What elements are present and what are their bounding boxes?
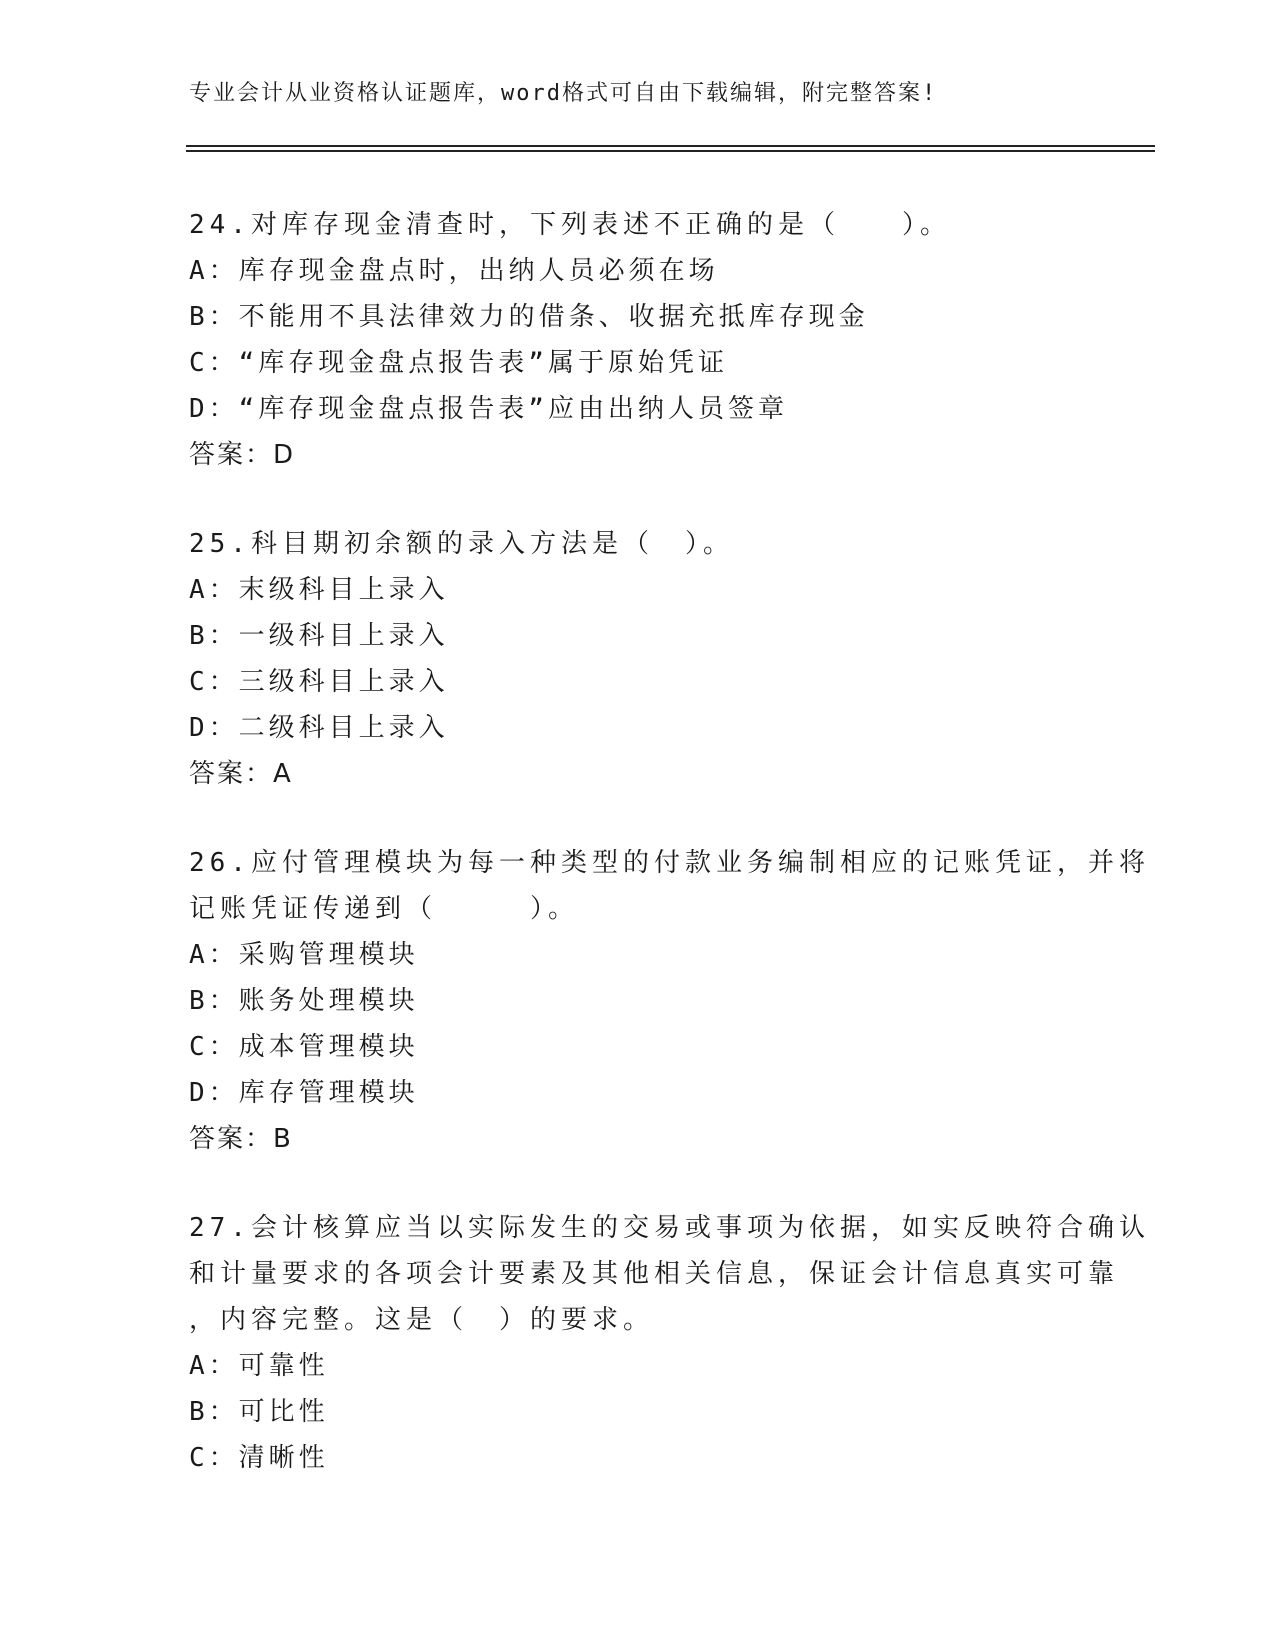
option-b: B：一级科目上录入	[189, 621, 449, 651]
option-c: C：“库存现金盘点报告表”属于原始凭证	[189, 348, 728, 378]
question-stem-line-1: 27.会计核算应当以实际发生的交易或事项为依据，如实反映符合确认	[189, 1213, 1150, 1243]
option-c: C：成本管理模块	[189, 1032, 419, 1062]
option-b: B：可比性	[189, 1397, 329, 1427]
option-a: A：可靠性	[189, 1351, 329, 1381]
question-27	[189, 1205, 1150, 1481]
answer: 答案：B	[189, 1124, 293, 1154]
option-b: B：账务处理模块	[189, 986, 419, 1016]
question-stem: 25.科目期初余额的录入方法是（ ）。	[189, 529, 734, 559]
question-stem-line-1: 26.应付管理模块为每一种类型的付款业务编制相应的记账凭证，并将	[189, 848, 1150, 878]
question-stem-line-3: ，内容完整。这是（ ）的要求。	[189, 1305, 655, 1335]
option-d: D：“库存现金盘点报告表”应由出纳人员签章	[189, 394, 788, 424]
question-list	[189, 202, 1150, 1524]
question-stem: 24.对库存现金清查时，下列表述不正确的是（ ）。	[189, 210, 951, 240]
option-a: A：末级科目上录入	[189, 575, 449, 605]
option-d: D：库存管理模块	[189, 1078, 419, 1108]
option-a: A：库存现金盘点时，出纳人员必须在场	[189, 256, 719, 286]
header-rule-top	[186, 145, 1155, 147]
option-c: C：三级科目上录入	[189, 667, 449, 697]
answer: 答案：A	[189, 759, 293, 789]
question-stem-line-2: 和计量要求的各项会计要素及其他相关信息，保证会计信息真实可靠	[189, 1259, 1120, 1289]
option-c: C：清晰性	[189, 1443, 329, 1473]
question-26	[189, 840, 1150, 1162]
question-24	[189, 202, 1089, 478]
question-25	[189, 521, 1089, 797]
option-b: B：不能用不具法律效力的借条、收据充抵库存现金	[189, 302, 869, 332]
question-stem-line-2: 记账凭证传递到（ ）。	[189, 894, 580, 924]
header-rule-bottom	[186, 150, 1155, 152]
option-a: A：采购管理模块	[189, 940, 419, 970]
answer: 答案：D	[189, 440, 296, 470]
option-d: D：二级科目上录入	[189, 713, 449, 743]
page-header: 专业会计从业资格认证题库，word格式可自由下载编辑，附完整答案!	[189, 81, 938, 106]
